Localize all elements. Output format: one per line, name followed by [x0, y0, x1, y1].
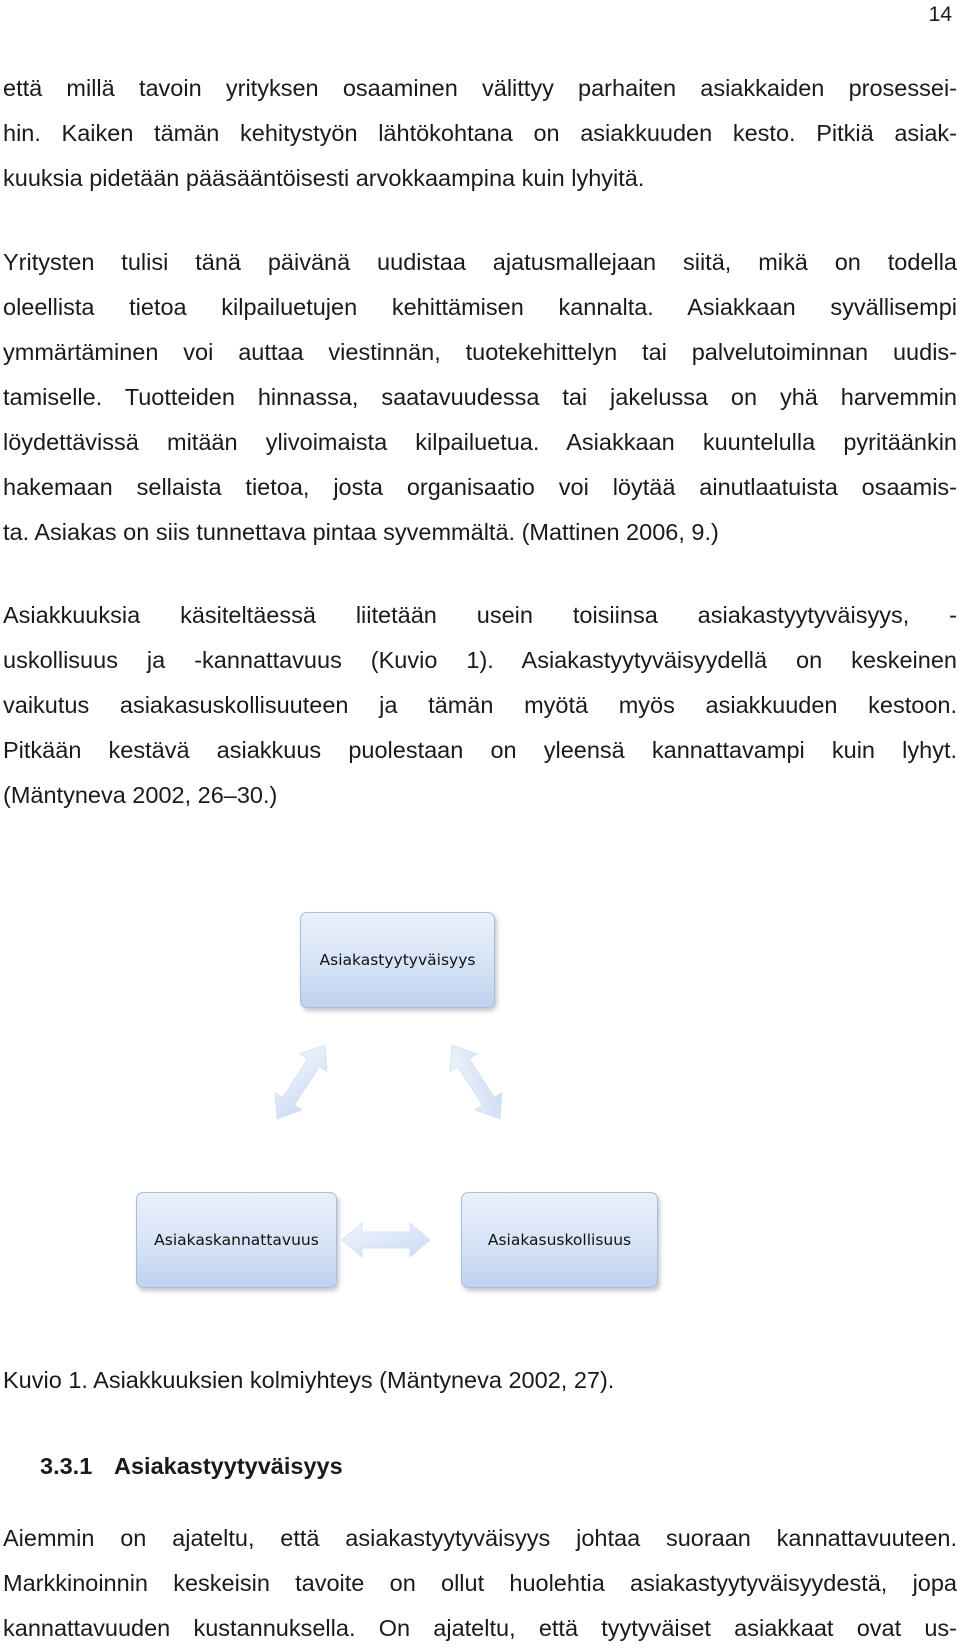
text-line: (Mäntyneva 2002, 26–30.) — [3, 782, 278, 808]
diagram-box-right — [461, 1192, 658, 1288]
text-line: Pitkään kestävä asiakkuus puolestaan on yleensä kannattavampi kuin lyhyt. — [3, 737, 957, 763]
text-line: kannattavuuden kustannuksella. On ajateltu, että tyytyväiset asiakkaat ovat us- — [3, 1615, 957, 1641]
text-line: Aiemmin on ajateltu, että asiakastyytyväisyys johtaa suoraan kannattavuuteen. — [3, 1525, 957, 1551]
diagram-box-top — [300, 912, 495, 1008]
text-line: Yritysten tulisi tänä päivänä uudistaa ajatusmallejaan siitä, mikä on todella — [3, 249, 957, 275]
text-line: ymmärtäminen voi auttaa viestinnän, tuotekehittelyn tai palvelutoiminnan uudis- — [3, 339, 957, 365]
text-line: ta. Asiakas on siis tunnettava pintaa syvemmältä. (Mattinen 2006, 9.) — [3, 519, 719, 545]
diagram-box-label: Asiakaskannattavuus — [154, 1231, 319, 1249]
text-line: hin. Kaiken tämän kehitystyön lähtökohtana on asiakkuuden kesto. Pitkiä asiak- — [3, 120, 957, 146]
page-number: 14 — [928, 3, 952, 26]
section-title: Asiakastyytyväisyys — [114, 1453, 343, 1479]
double-arrow-icon — [264, 1036, 339, 1127]
figure-caption: Kuvio 1. Asiakkuuksien kolmiyhteys (Mäntyneva 2002, 27). — [3, 1367, 615, 1393]
diagram-box-label: Asiakastyytyväisyys — [319, 951, 476, 969]
section-number: 3.3.1 — [40, 1453, 93, 1479]
text-line: Markkinoinnin keskeisin tavoite on ollut huolehtia asiakastyytyväisyydestä, jopa — [3, 1570, 957, 1596]
text-line: vaikutus asiakasuskollisuuteen ja tämän myötä myös asiakkuuden kestoon. — [3, 692, 957, 718]
text-line: hakemaan sellaista tietoa, josta organisaatio voi löytää ainutlaatuista osaamis- — [3, 474, 957, 500]
text-line: oleellista tietoa kilpailuetujen kehittämisen kannalta. Asiakkaan syvällisempi — [3, 294, 957, 320]
text-line: kuuksia pidetään pääsääntöisesti arvokkaampina kuin lyhyitä. — [3, 165, 645, 191]
text-line: löydettävissä mitään ylivoimaista kilpailuetua. Asiakkaan kuuntelulla pyritäänkin — [3, 429, 957, 455]
diagram-box-label: Asiakasuskollisuus — [487, 1231, 632, 1249]
text-line: tamiselle. Tuotteiden hinnassa, saatavuudessa tai jakelussa on yhä harvemmin — [3, 384, 957, 410]
text-line: että millä tavoin yrityksen osaaminen välittyy parhaiten asiakkaiden prosessei- — [3, 75, 957, 101]
text-line: uskollisuus ja -kannattavuus (Kuvio 1). Asiakastyytyväisyydellä on keskeinen — [3, 647, 957, 673]
double-arrow-icon — [342, 1223, 430, 1257]
diagram-box-left — [136, 1192, 337, 1288]
section-heading — [40, 1451, 343, 1481]
double-arrow-icon — [439, 1036, 514, 1127]
text-line: Asiakkuuksia käsiteltäessä liitetään usein toisiinsa asiakastyytyväisyys, - — [3, 602, 957, 628]
